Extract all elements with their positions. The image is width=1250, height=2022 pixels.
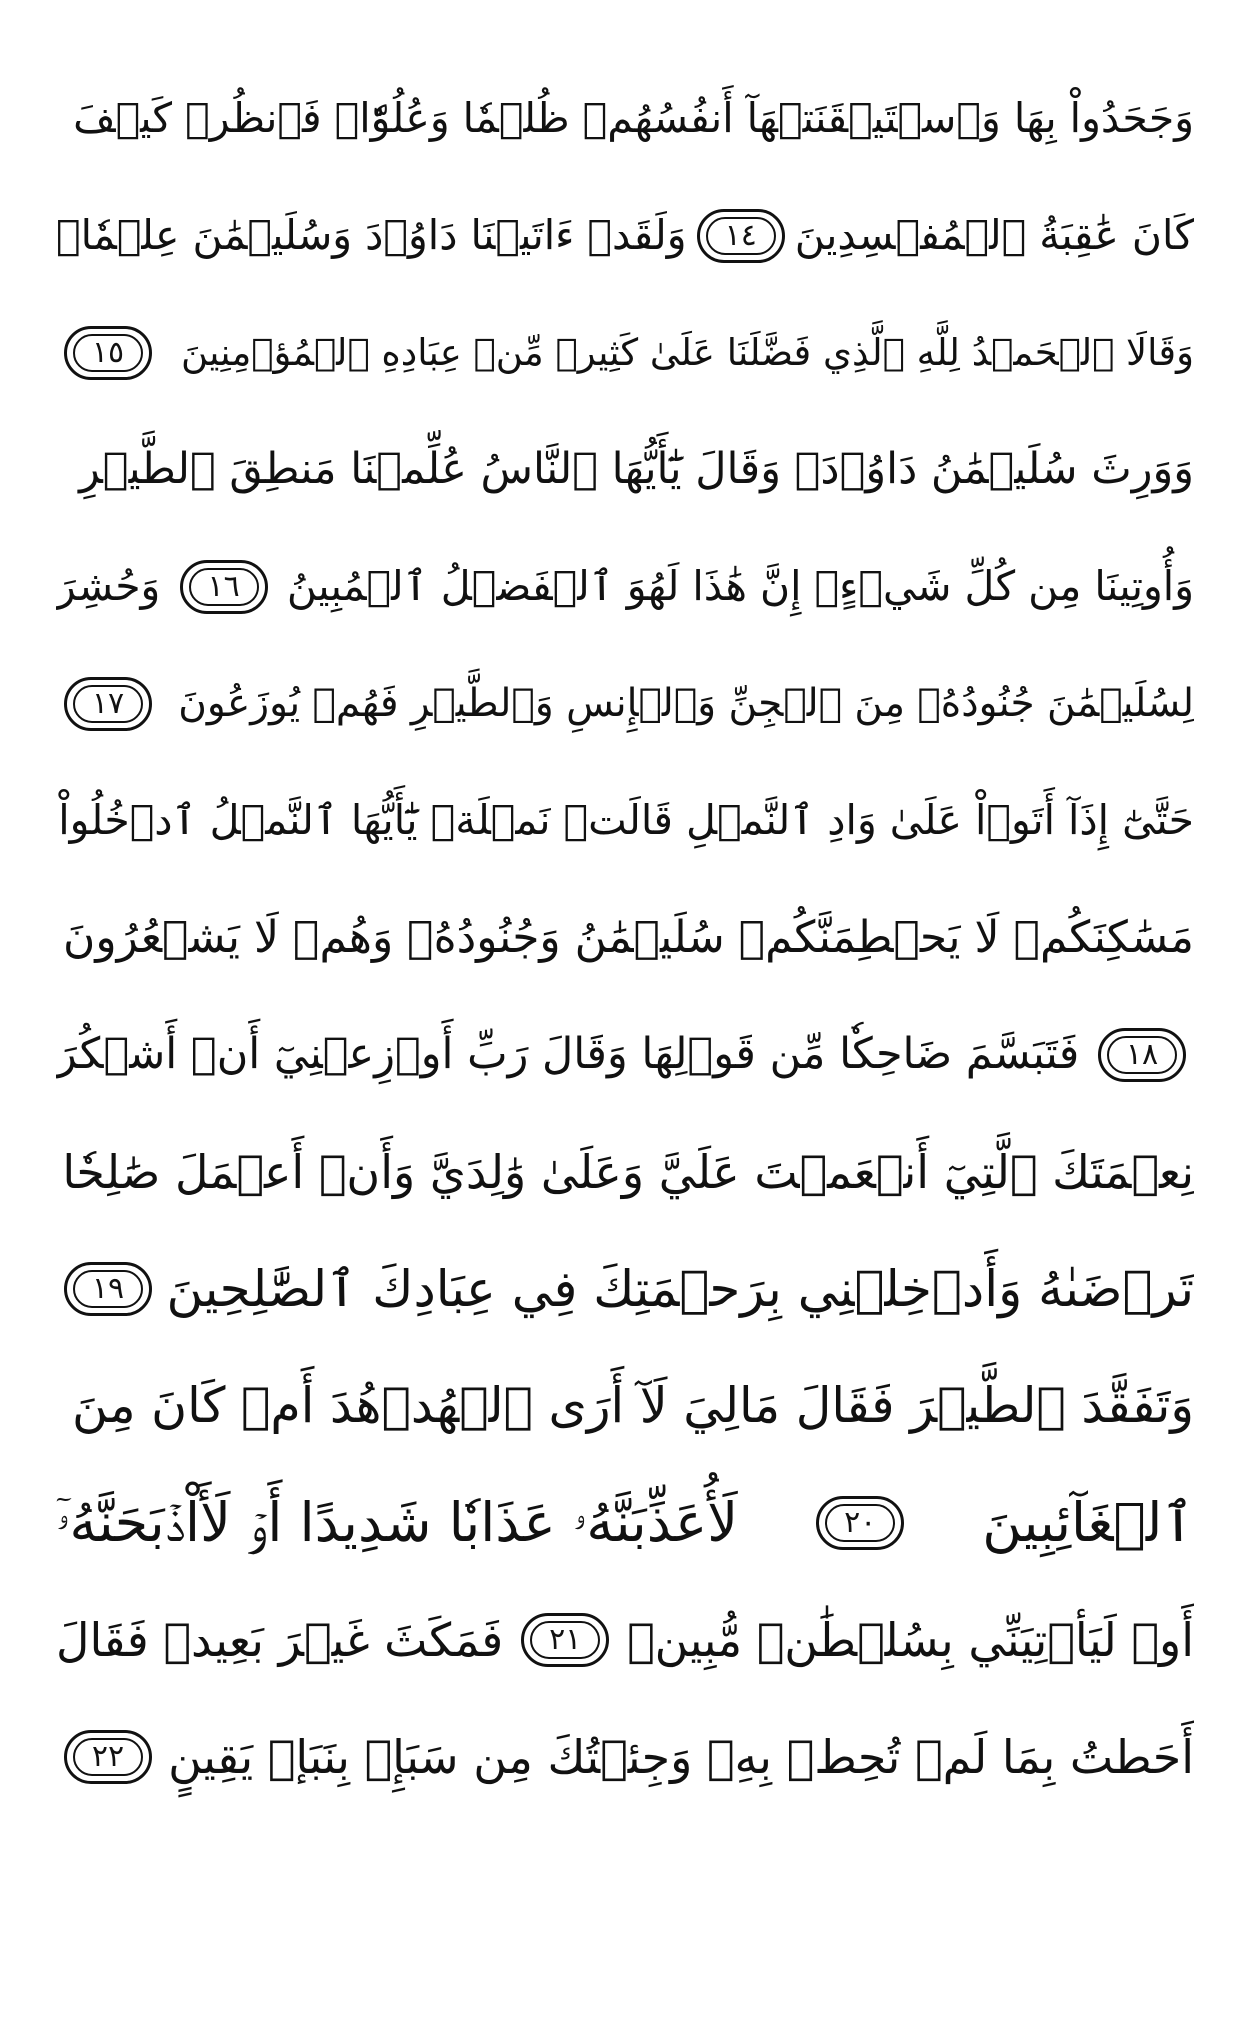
verse-line [56, 879, 1194, 996]
verse-text: لَأُعَذِّبَنَّهُۥ عَذَابٗا شَدِيدًا أَوۡ لَأَاْذۡبَحَنَّهُۥٓ [56, 1490, 739, 1554]
verse-line [56, 1464, 1194, 1581]
verse-text: وَأُوتِينَا مِن كُلِّ شَيۡءٍۖ إِنَّ هَٰذَا لَهُوَ ٱلۡفَضۡلُ ٱلۡمُبِينُ [286, 562, 1194, 610]
verse-text: نِعۡمَتَكَ ٱلَّتِيٓ أَنۡعَمۡتَ عَلَيَّ وَعَلَىٰ وَٰلِدَيَّ وَأَنۡ أَعۡمَلَ صَٰلِحٗا [62, 1144, 1194, 1199]
verse-text: وَقَالَا ٱلۡحَمۡدُ لِلَّهِ ٱلَّذِي فَضَّلَنَا عَلَىٰ كَثِيرٖ مِّنۡ عِبَادِهِ ٱلۡمُؤۡمِنِينَ [180, 331, 1194, 374]
text-block [56, 60, 1194, 1815]
ayah-number: ١٤ [724, 217, 757, 253]
ayah-number-marker [64, 326, 152, 380]
verse-line [56, 1347, 1194, 1464]
ayah-number: ٢١ [549, 1621, 582, 1657]
verse-line [56, 1698, 1194, 1815]
ayah-number-marker [64, 1730, 152, 1784]
verse-text: وَلَقَدۡ ءَاتَيۡنَا دَاوُۥدَ وَسُلَيۡمَٰنَ عِلۡمٗاۖ [56, 211, 687, 259]
verse-line [56, 411, 1194, 528]
verse-text: وَوَرِثَ سُلَيۡمَٰنُ دَاوُۥدَۖ وَقَالَ يَٰٓأَيُّهَا ٱلنَّاسُ عُلِّمۡنَا مَنطِقَ ٱلطَّيۡرِ [79, 444, 1194, 494]
ayah-number: ٢٢ [91, 1738, 125, 1774]
ayah-number: ١٨ [1125, 1036, 1159, 1072]
verse-line [56, 528, 1194, 645]
ayah-number-marker [697, 209, 785, 263]
verse-line [56, 1581, 1194, 1698]
ayah-number-marker [64, 1262, 152, 1316]
verse-text: وَتَفَقَّدَ ٱلطَّيۡرَ فَقَالَ مَالِيَ لَآ أَرَى ٱلۡهُدۡهُدَ أَمۡ كَانَ مِنَ [72, 1377, 1194, 1434]
verse-text: أَوۡ لَيَأۡتِيَنِّي بِسُلۡطَٰنٖ مُّبِينٖ [627, 1612, 1194, 1667]
verse-line [56, 60, 1194, 177]
verse-line [56, 645, 1194, 762]
verse-line [56, 1230, 1194, 1347]
verse-text: وَحُشِرَ [56, 562, 161, 610]
ayah-number-marker [64, 677, 152, 731]
verse-text: وَجَحَدُواْ بِهَا وَٱسۡتَيۡقَنَتۡهَآ أَنفُسُهُمۡ ظُلۡمٗا وَعُلُوّٗاۚ فَٱنظُرۡ كَيۡفَ [73, 94, 1194, 142]
verse-text: أَحَطتُ بِمَا لَمۡ تُحِطۡ بِهِۦ وَجِئۡتُكَ مِن سَبَإِۭ بِنَبَإٖ يَقِينٍ [168, 1729, 1194, 1784]
verse-line [56, 177, 1194, 294]
verse-text: تَرۡضَىٰهُ وَأَدۡخِلۡنِي بِرَحۡمَتِكَ فِي عِبَادِكَ ٱلصَّٰلِحِينَ [166, 1259, 1194, 1318]
verse-line [56, 1113, 1194, 1230]
ayah-number: ١٥ [91, 334, 125, 370]
verse-text: حَتَّىٰٓ إِذَآ أَتَوۡاْ عَلَىٰ وَادِ ٱلنَّمۡلِ قَالَتۡ نَمۡلَةٞ يَٰٓأَيُّهَا ٱلنَّمۡلُ ٱدۡخُلُواْ [58, 796, 1194, 844]
verse-text: فَمَكَثَ غَيۡرَ بَعِيدٖ فَقَالَ [56, 1612, 504, 1667]
verse-text: فَتَبَسَّمَ ضَاحِكٗا مِّن قَوۡلِهَا وَقَالَ رَبِّ أَوۡزِعۡنِيٓ أَنۡ أَشۡكُرَ [56, 1029, 1080, 1079]
ayah-number-marker [1098, 1028, 1186, 1082]
ayah-number: ٢٠ [844, 1504, 877, 1540]
verse-text: كَانَ عَٰقِبَةُ ٱلۡمُفۡسِدِينَ [794, 211, 1194, 259]
ayah-number: ١٦ [207, 568, 240, 604]
verse-line [56, 996, 1194, 1113]
verse-text: ٱلۡغَآئِبِينَ [982, 1490, 1194, 1554]
ayah-number: ١٧ [91, 685, 125, 721]
verse-line [56, 762, 1194, 879]
ayah-number-marker [521, 1613, 609, 1667]
verse-text: مَسَٰكِنَكُمۡ لَا يَحۡطِمَنَّكُمۡ سُلَيۡمَٰنُ وَجُنُودُهُۥ وَهُمۡ لَا يَشۡعُرُونَ [63, 911, 1194, 963]
ayah-number: ١٩ [91, 1270, 125, 1306]
ayah-number-marker [180, 560, 268, 614]
verse-text: لِسُلَيۡمَٰنَ جُنُودُهُۥ مِنَ ٱلۡجِنِّ وَٱلۡإِنسِ وَٱلطَّيۡرِ فَهُمۡ يُوزَعُونَ [178, 681, 1194, 726]
ayah-number-marker [816, 1496, 904, 1550]
verse-line [56, 294, 1194, 411]
